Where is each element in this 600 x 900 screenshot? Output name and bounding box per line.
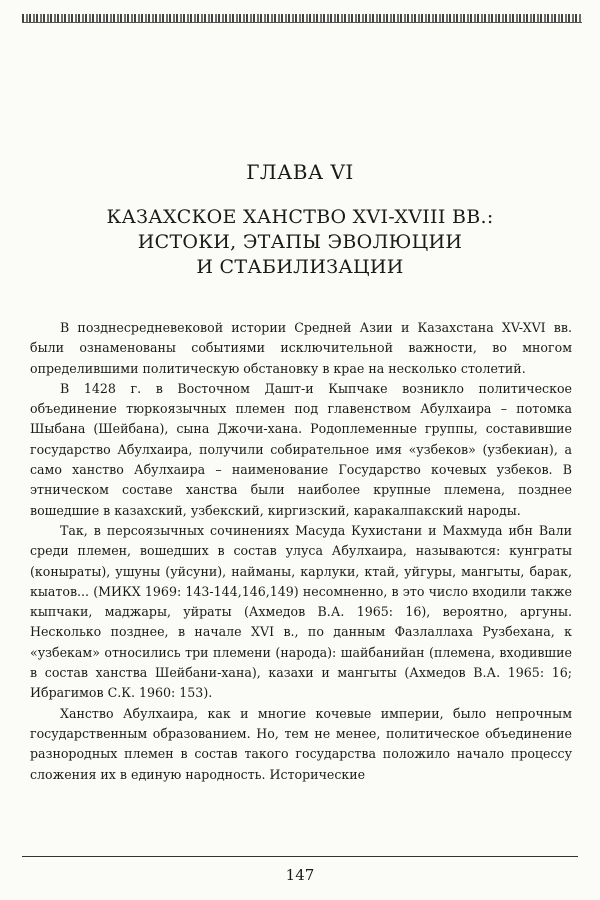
chapter-title-line: И СТАБИЛИЗАЦИИ (196, 256, 404, 278)
chapter-title-line: ИСТОКИ, ЭТАПЫ ЭВОЛЮЦИИ (137, 231, 463, 253)
page-number: 147 (285, 866, 315, 884)
footer-divider (22, 856, 578, 857)
chapter-title-line: КАЗАХСКОЕ ХАНСТВО XVI-XVIII ВВ.: (106, 206, 494, 228)
chapter-heading: ГЛАВА VI (246, 160, 354, 184)
paragraph: Так, в персоязычных сочинениях Масуда Кухистани и Махмуда ибн Вали среди племен, вошедших в состав улуса Абулхаира, называются: кунграты (коныраты), ушуны (уйсуни), найманы, карлуки, ктай, уйгуры, мангыты, барак, кыатов... (МИКХ 1969: 143-144,146,149) несомненно, в это число входили также кыпчаки, маджары, уйраты (Ахмедов В.А. 1965: 16), вероятно, аргуны. Несколько позднее, в начале XVI в., по данным Фазлаллаха Рузбехана, к «узбекам» относились три племени (народа): шайбанийан (племена, входившие в состав ханства Шейбани-хана), казахи и мангыты (Ахмедов В.А. 1965: 16; Ибрагимов С.К. 1960: 153). (30, 522, 572, 701)
paragraph: Ханство Абулхаира, как и многие кочевые империи, было непрочным государственным образованием. Но, тем не менее, политическое объединение разнородных племен в состав такого государства положило начало процессу сложения их в единую народность. Исторические (30, 705, 572, 782)
header-ornament (22, 14, 582, 22)
body-text (30, 318, 572, 785)
chapter-title (40, 205, 560, 280)
paragraph: В позднесредневековой истории Средней Азии и Казахстана XV-XVI вв. были ознаменованы событиями исключительной важности, во многом определившими политическую обстановку в крае на несколько столетий. (30, 320, 572, 376)
paragraph: В 1428 г. в Восточном Дашт-и Кыпчаке возникло политическое объединение тюркоязычных племен под главенством Абулхаира – потомка Шыбана (Шейбана), сына Джочи-хана. Родоплеменные группы, составившие государство Абулхаира, получили собирательное имя «узбеков» (узбекиан), а само ханство Абулхаира – наименование Государство кочевых узбеков. В этническом составе ханства были наиболее крупные племена, позднее вошедшие в казахский, узбекский, киргизский, каракалпакский народы. (30, 380, 572, 518)
